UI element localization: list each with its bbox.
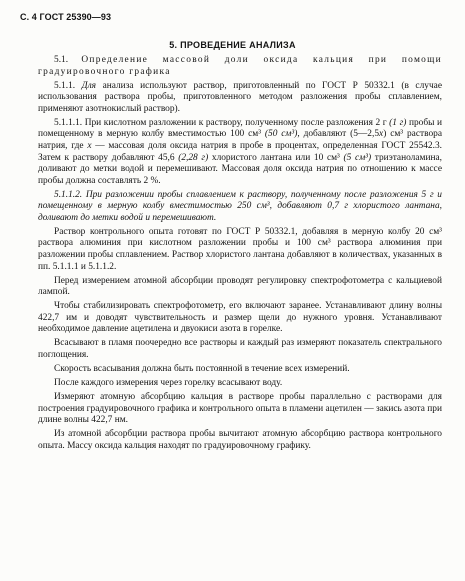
italic-run: (1 г) <box>389 117 407 128</box>
text-run: хлористого лантана или 10 см³ <box>208 152 344 163</box>
paragraph <box>38 429 442 452</box>
text-run: Скорость всасывания должна быть постоянной в течение всех измерений. <box>54 363 350 374</box>
paragraph <box>38 118 442 188</box>
text-run: — массовая доля оксида натрия в пробе в процентах, определенная ГОСТ 25542.3. Затем к раствору добавляют 45,6 <box>38 140 442 163</box>
text-run: , добавляют (5—2,5 <box>297 129 380 140</box>
italic-run: х <box>379 129 384 140</box>
italic-run: (5 см³) <box>343 152 372 163</box>
body-text <box>38 55 442 455</box>
spaced-run: Определение массовой доли оксида кальция при помощи градуировочного графика <box>38 55 442 77</box>
italic-run: (50 см³) <box>264 129 298 140</box>
italic-run: Для <box>81 80 97 91</box>
text-run: 5.1.1. <box>54 80 82 91</box>
paragraph <box>38 301 442 336</box>
text-run: 5.1.1.1. При кислотном разложении к раствору, полученному после разложения 2 г <box>54 117 390 128</box>
text-run: триэтаноламина, доливают до метки водой и перемешивают. Массовая доля оксида натрия по отношению к массе пробы должна составлять 2 %. <box>38 152 442 186</box>
paragraph <box>38 392 442 427</box>
text-run: анализа используют раствор, приготовленный по ГОСТ Р 50332.1 (в случае использования раствора пробы, приготовленного методом разложения пробы сплавлением, применяют азотнокислый раствор). <box>38 80 442 114</box>
text-run: пробы и помещенному в мерную колбу вместимостью 100 см³ <box>38 117 443 140</box>
text-run: Всасывают в пламя поочередно все растворы и каждый раз измеряют показатель спектрального поглощения. <box>38 338 442 360</box>
paragraph <box>38 338 442 361</box>
paragraph <box>38 81 442 116</box>
paragraph <box>38 276 442 299</box>
paragraph <box>38 378 442 390</box>
paragraph <box>38 364 442 376</box>
text-run: Измеряют атомную абсорбцию кальция в растворе пробы параллельно с растворами для построения градуировочного графика и контрольного опыта в пламени ацетилен — закись азота при длине волны 422,7 нм. <box>38 391 442 426</box>
italic-run: х <box>87 140 92 151</box>
text-run: Из атомной абсорбции раствора пробы вычитают атомную абсорбцию раствора контрольного опыта. Массу оксида кальция находят по градуировочному графику. <box>38 429 442 451</box>
text-run: Чтобы стабилизировать спектрофотометр, его включают заранее. Устанавливают длину волны 422,7 им и доводят чувствительность и размер щели до нужного уровня. Устанавливают необходимое давление ацетилена и двуокиси азота в горелке. <box>38 301 442 335</box>
text-run: Перед измерением атомной абсорбции проводят регулировку спектрофотометра с кальциевой лампой. <box>38 275 442 298</box>
paragraph <box>38 190 442 225</box>
italic-run: 5.1.1.2. При разложении пробы сплавлением к раствору, полученному после разложения 5 г и помещенному в мерную колбу вместимостью 250 см³, добавляют 0,7 г хлористого лантана, доливают до метки водой и перемешивают. <box>38 189 442 223</box>
section-title: 5. ПРОВЕДЕНИЕ АНАЛИЗА <box>169 40 296 50</box>
page-header: С. 4 ГОСТ 25390—93 <box>20 12 112 22</box>
paragraph <box>38 55 442 78</box>
text-run: 5.1. <box>54 55 82 65</box>
text-run: Раствор контрольного опыта готовят по ГОСТ Р 50332.1, добавляя в мерную колбу 20 см³ раствора алюминия при кислотном разложении пробы и 100 см³ раствора алюминия при разложении пробы сплавлением. Раствор хлористого лантана добавляют в количествах, указанных в пп. 5.1.1.1 и 5.1.1.2. <box>38 226 442 272</box>
italic-run: (2,28 г) <box>178 152 209 163</box>
paragraph <box>38 227 442 273</box>
text-run: После каждого измерения через горелку всасывают воду. <box>54 377 283 388</box>
text-run: ) см³ раствора натрия, где <box>38 129 442 151</box>
